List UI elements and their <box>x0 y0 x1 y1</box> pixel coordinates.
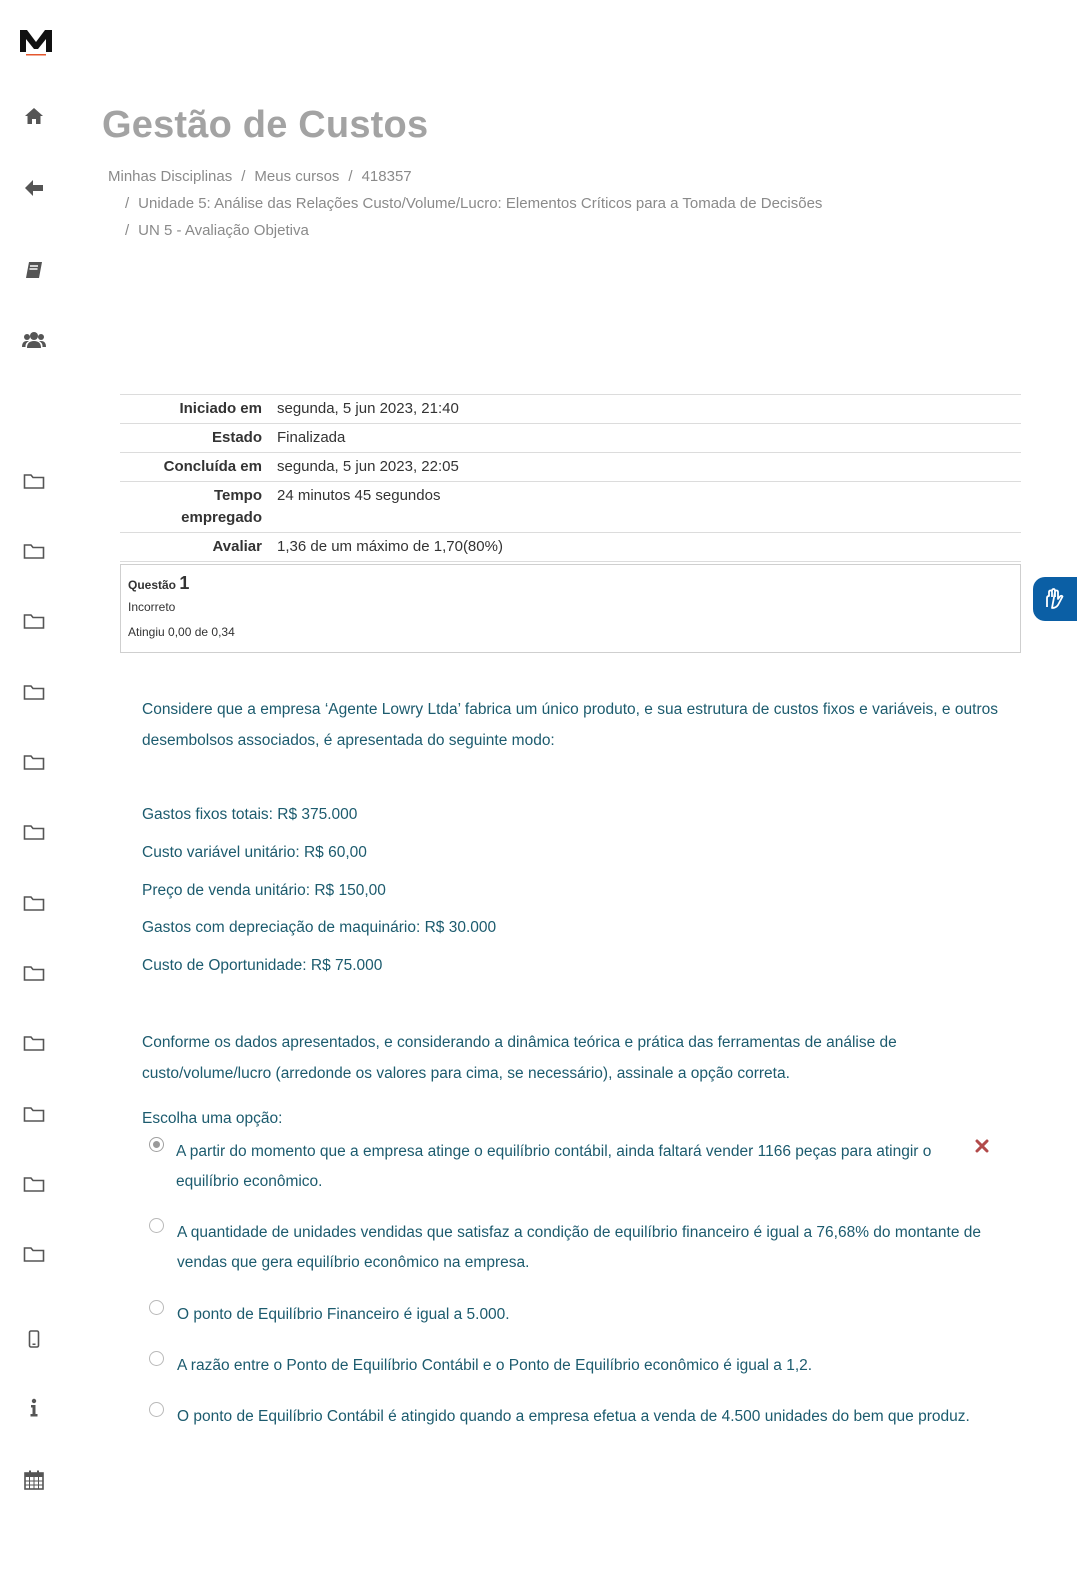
answer-option-2[interactable] <box>149 1218 999 1278</box>
radio-button-selected[interactable] <box>149 1137 164 1152</box>
question-number-value: 1 <box>179 573 190 593</box>
brand-logo[interactable] <box>18 24 54 58</box>
answer-option-label[interactable]: A quantidade de unidades vendidas que satisfaz a condição de equilíbrio financeiro é igual a 76,68% do montante de vendas que gera equilíbrio econômico na empresa. <box>177 1224 982 1271</box>
folder-icon[interactable] <box>22 1031 46 1055</box>
folder-icon[interactable] <box>22 609 46 633</box>
breadcrumb-my-disciplines[interactable]: Minhas Disciplinas <box>108 168 233 185</box>
summary-label: Iniciado em <box>179 400 262 417</box>
summary-value: 24 minutos 45 segundos <box>277 487 441 504</box>
folder-icon[interactable] <box>22 1242 46 1266</box>
radio-button[interactable] <box>149 1402 164 1417</box>
question-instruction: Conforme os dados apresentados, e considerando a dinâmica teórica e prática das ferramentas de análise de custo/volume/lucro (arredonde os valores para cima, se necessário), assinale a opção correta. <box>142 1034 897 1082</box>
hands-icon <box>1041 585 1069 613</box>
breadcrumb-course-id[interactable]: 418357 <box>361 168 412 185</box>
summary-label: Concluída em <box>163 458 262 475</box>
folder-icon[interactable] <box>22 680 46 704</box>
folder-icon[interactable] <box>22 961 46 985</box>
info-icon[interactable] <box>22 1396 46 1420</box>
users-icon[interactable] <box>22 328 46 352</box>
summary-label-line: empregado <box>181 509 262 526</box>
folder-icon[interactable] <box>22 750 46 774</box>
summary-row-started <box>120 395 1021 424</box>
summary-row-completed <box>120 453 1021 482</box>
question-number <box>128 573 1013 594</box>
summary-value: 1,36 de um máximo de 1,70(80%) <box>277 538 503 555</box>
cost-data-line: Gastos fixos totais: R$ 375.000 <box>142 806 358 823</box>
folder-icon[interactable] <box>22 891 46 915</box>
answer-option-4[interactable] <box>149 1351 999 1381</box>
cost-data-line: Custo de Oportunidade: R$ 75.000 <box>142 957 383 974</box>
answer-option-label[interactable]: O ponto de Equilíbrio Financeiro é igual a 5.000. <box>177 1306 510 1323</box>
calendar-icon[interactable] <box>22 1468 46 1492</box>
breadcrumb-separator: / <box>348 168 353 185</box>
radio-button[interactable] <box>149 1351 164 1366</box>
folder-icon[interactable] <box>22 1172 46 1196</box>
cost-data-line: Gastos com depreciação de maquinário: R$ 30.000 <box>142 919 497 936</box>
breadcrumb <box>108 163 822 244</box>
folder-icon[interactable] <box>22 1102 46 1126</box>
question-mark: Atingiu 0,00 de 0,34 <box>128 625 235 639</box>
home-icon[interactable] <box>22 104 46 128</box>
accessibility-hands-button[interactable] <box>1033 577 1077 621</box>
attempt-summary-table <box>120 394 1021 562</box>
summary-value: segunda, 5 jun 2023, 22:05 <box>277 458 459 475</box>
answer-option-label[interactable]: A partir do momento que a empresa atinge o equilíbrio contábil, ainda faltará vender 1166 peças para atingir o equilíbrio econômico. <box>176 1143 932 1190</box>
summary-value: segunda, 5 jun 2023, 21:40 <box>277 400 459 417</box>
cost-data-line: Preço de venda unitário: R$ 150,00 <box>142 882 386 899</box>
answer-option-label[interactable]: A razão entre o Ponto de Equilíbrio Contábil e o Ponto de Equilíbrio econômico é igual a 1,2. <box>177 1357 813 1374</box>
answer-option-3[interactable] <box>149 1300 999 1330</box>
breadcrumb-my-courses[interactable]: Meus cursos <box>254 168 340 185</box>
summary-label: Avaliar <box>212 538 262 555</box>
question-label: Questão <box>128 578 177 592</box>
summary-value: Finalizada <box>277 429 346 446</box>
answer-option-5[interactable] <box>149 1402 999 1432</box>
radio-button[interactable] <box>149 1300 164 1315</box>
incorrect-x-icon <box>974 1138 990 1154</box>
mobile-icon[interactable] <box>22 1327 46 1351</box>
book-icon[interactable] <box>22 258 46 282</box>
breadcrumb-separator: / <box>125 222 130 239</box>
question-info-box <box>120 564 1021 653</box>
summary-row-state <box>120 424 1021 453</box>
folder-icon[interactable] <box>22 820 46 844</box>
choose-option-prompt: Escolha uma opção: <box>142 1110 283 1127</box>
answer-option-1[interactable] <box>149 1137 969 1197</box>
cost-data-line: Custo variável unitário: R$ 60,00 <box>142 844 367 861</box>
folder-icon[interactable] <box>22 469 46 493</box>
question-state: Incorreto <box>128 600 176 614</box>
folder-icon[interactable] <box>22 539 46 563</box>
answer-option-label[interactable]: O ponto de Equilíbrio Contábil é atingido quando a empresa efetua a venda de 4.500 unidades do bem que produz. <box>177 1408 970 1425</box>
summary-label <box>120 482 270 533</box>
breadcrumb-quiz[interactable]: UN 5 - Avaliação Objetiva <box>138 222 309 239</box>
back-arrow-icon[interactable] <box>22 176 46 200</box>
sidebar-nav <box>0 0 70 1571</box>
summary-label: Estado <box>211 429 262 446</box>
summary-row-time <box>120 482 1021 533</box>
breadcrumb-unit[interactable]: Unidade 5: Análise das Relações Custo/Volume/Lucro: Elementos Críticos para a Tomada de Decisões <box>138 195 823 212</box>
page-title: Gestão de Custos <box>102 104 429 146</box>
summary-row-grade <box>120 533 1021 562</box>
summary-label-line: Tempo <box>213 487 262 504</box>
breadcrumb-separator: / <box>241 168 246 185</box>
radio-button[interactable] <box>149 1218 164 1233</box>
question-intro: Considere que a empresa ‘Agente Lowry Ltda’ fabrica um único produto, e sua estrutura de custos fixos e variáveis, e outros desembolsos associados, é apresentada do seguinte modo: <box>142 701 998 749</box>
breadcrumb-separator: / <box>125 195 130 212</box>
